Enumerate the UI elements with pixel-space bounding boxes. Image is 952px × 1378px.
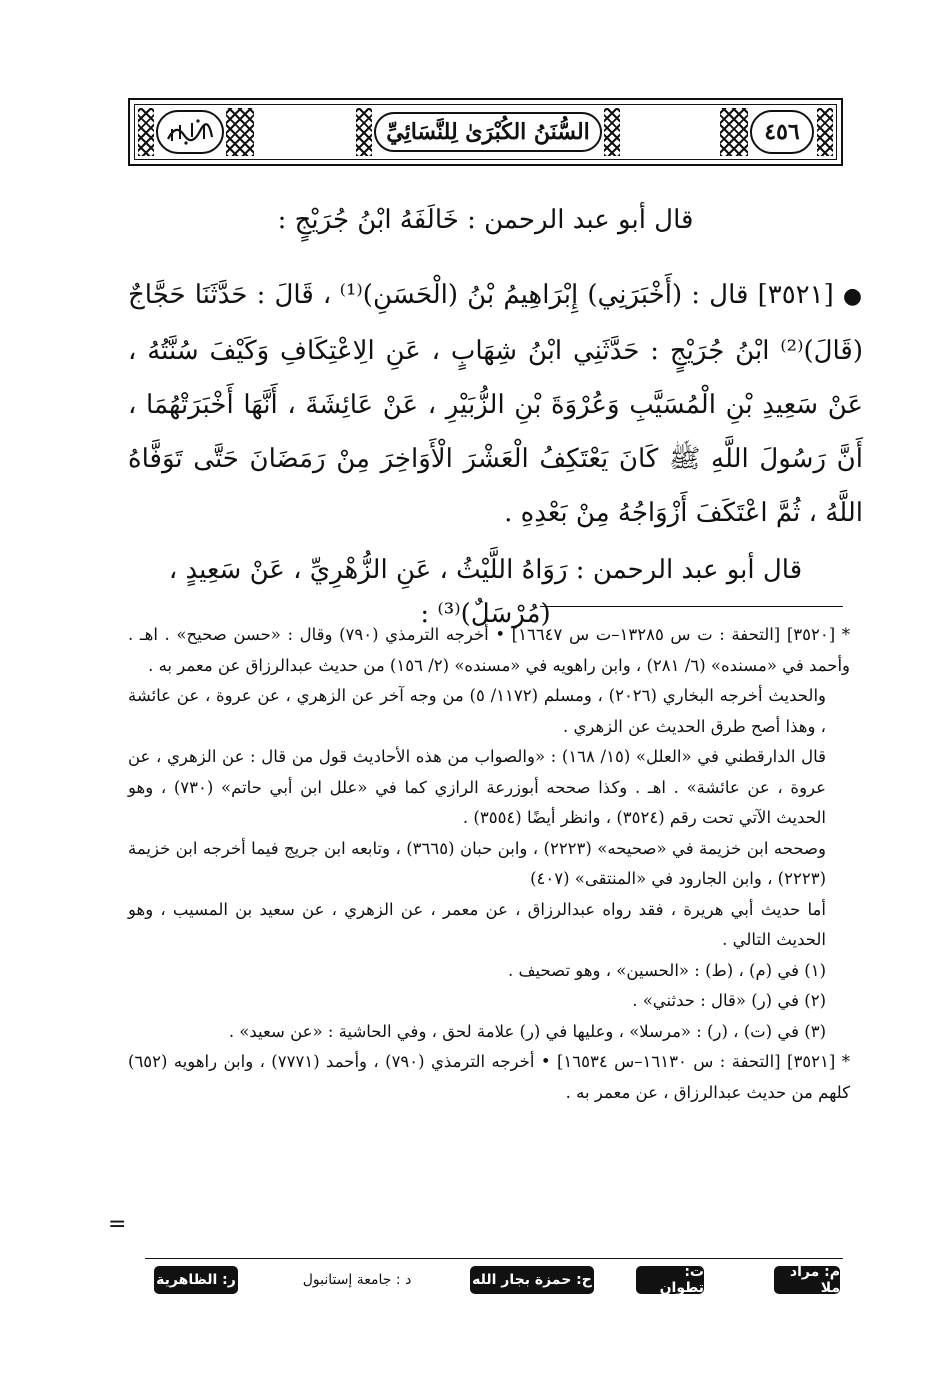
manuscript-badge-m: م: مراد ملا (774, 1266, 840, 1294)
manuscript-legend (150, 1266, 840, 1296)
calligraphy-logo-icon (162, 115, 218, 149)
footnote-3520-paragraph: وصححه ابن خزيمة في «صحيحه» (٢٢٢٣) ، وابن حبان (٣٦٦٥) ، وتابعه ابن جريج فيما أخرجه ابن خزيمة (٢٢٢٣) ، وابن الجارود في «المنتقى» (٤٠٧) (128, 838, 826, 888)
ornament-band (604, 108, 620, 156)
footnote-variant-2: (٢) في (ر) «قال : حدثني» . (632, 991, 826, 1010)
ornament-band (356, 108, 372, 156)
footnote-variant-1: (١) في (م) ، (ط) : «الحسين» ، وهو تصحيف . (507, 960, 826, 980)
chapter-intro: قال أبو عبد الرحمن : خَالَفَهُ ابْنُ جُرَيْجٍ : (277, 205, 694, 235)
page-number: ٤٥٦ (750, 110, 814, 154)
footnote-3521-takhrij: * [٣٥٢١] [التحفة : س ١٦١٣٠–س ١٦٥٣٤] • أخرجه الترمذي (٧٩٠) ، وأحمد (٧٧٧١) ، وابن راهويه (٦٥٢) كلهم من حديث عبدالرزاق ، عن معمر به . (128, 1052, 850, 1102)
chapter-note: قال أبو عبد الرحمن : رَوَاهُ اللَّيْثُ ، عَنِ الزُّهْرِيِّ ، عَنْ سَعِيدٍ ، (مُرْسَلٌ)⁽³⁾ : (168, 555, 803, 629)
series-logo (156, 110, 224, 154)
footnote-3520-takhrij: * [٣٥٢٠] [التحفة : ت س ١٣٢٨٥–ت س ١٦٦٤٧] • أخرجه الترمذي (٧٩٠) وقال : «حسن صحيح» . اهـ . وأحمد في «مسنده» (٦/ ٢٨١) ، وابن راهويه في «مسنده» (٢/ ١٥٦) من حديث عبدالرزاق عن معمر به . (128, 625, 850, 675)
ornament-band (138, 108, 154, 156)
bullet-icon: ● (842, 284, 864, 309)
legend-divider (145, 1258, 843, 1259)
manuscript-badge-h: ح: حمزة بجار الله (470, 1266, 594, 1294)
footnote-3520-paragraph: والحديث أخرجه البخاري (٢٠٢٦) ، ومسلم (١١٧٢/ ٥) من وجه آخر عن الزهري ، عن عروة ، عن عائشة ، وهذا أصح طرق الحديث عن الزهري . (128, 686, 827, 736)
hadith-body: [٣٥٢١] قال : (أَخْبَرَنِي) إِبْرَاهِيمُ بْنُ (الْحَسَنِ)⁽¹⁾ ، قَالَ : حَدَّثَنَا حَجَّاجٌ (قَالَ)⁽²⁾ ابْنُ جُرَيْجٍ : حَدَّثَنِي ابْنُ شِهَابٍ ، عَنِ الِاعْتِكَافِ وَكَيْفَ سُنَّتُهُ ، عَنْ سَعِيدِ بْنِ الْمُسَيَّبِ وَعُرْوَةَ بْنِ الزُّبَيْرِ ، عَنْ عَائِشَةَ ، أَنَّهَا أَخْبَرَتْهُمَا ، أَنَّ رَسُولَ اللَّهِ ﷺ كَانَ يَعْتَكِفُ الْعَشْرَ الْأَوَاخِرَ مِنْ رَمَضَانَ حَتَّى تَوَفَّاهُ اللَّهُ ، ثُمَّ اعْتَكَفَ أَزْوَاجُهُ مِنْ بَعْدِهِ . (128, 280, 863, 528)
book-title: السُّنَنُ الكُبْرَىٰ لِلنَّسَائِيِّ (374, 112, 602, 152)
ornament-band (817, 108, 833, 156)
continuation-mark: = (108, 1212, 127, 1237)
footnote-3520-paragraph: قال الدارقطني في «العلل» (١٥/ ١٦٨) : «والصواب من هذه الأحاديث قول من قال : عن الزهري ، عن عروة ، عن عائشة» . اهـ . وكذا صححه أبوزرعة الرازي كما في «علل ابن أبي حاتم» (٧٣٠) ، وهو الحديث الآتي تحت رقم (٣٥٢٤) ، وانظر أيضًا (٣٥٥٤) . (128, 747, 826, 827)
footnote-3520-paragraph: أما حديث أبي هريرة ، فقد رواه عبدالرزاق ، عن معمر ، عن الزهري ، عن سعيد بن المسيب ، وهو الحديث التالي . (128, 899, 826, 949)
footnotes (128, 620, 850, 1108)
manuscript-badge-t: ت: تطوان (636, 1266, 704, 1294)
ornament-band (720, 108, 748, 156)
manuscript-badge-r: ر: الظاهرية (154, 1266, 238, 1294)
manuscript-label-d: د : جامعة إستانبول (302, 1272, 412, 1288)
page-header (128, 98, 843, 166)
footnote-divider (540, 606, 843, 607)
ornament-band (226, 108, 254, 156)
hadith-text (128, 268, 863, 540)
footnote-variant-3: (٣) في (ت) ، (ر) : «مرسلا» ، وعليها في (ر) علامة لحق ، وفي الحاشية : «عن سعيد» . (228, 1021, 826, 1041)
